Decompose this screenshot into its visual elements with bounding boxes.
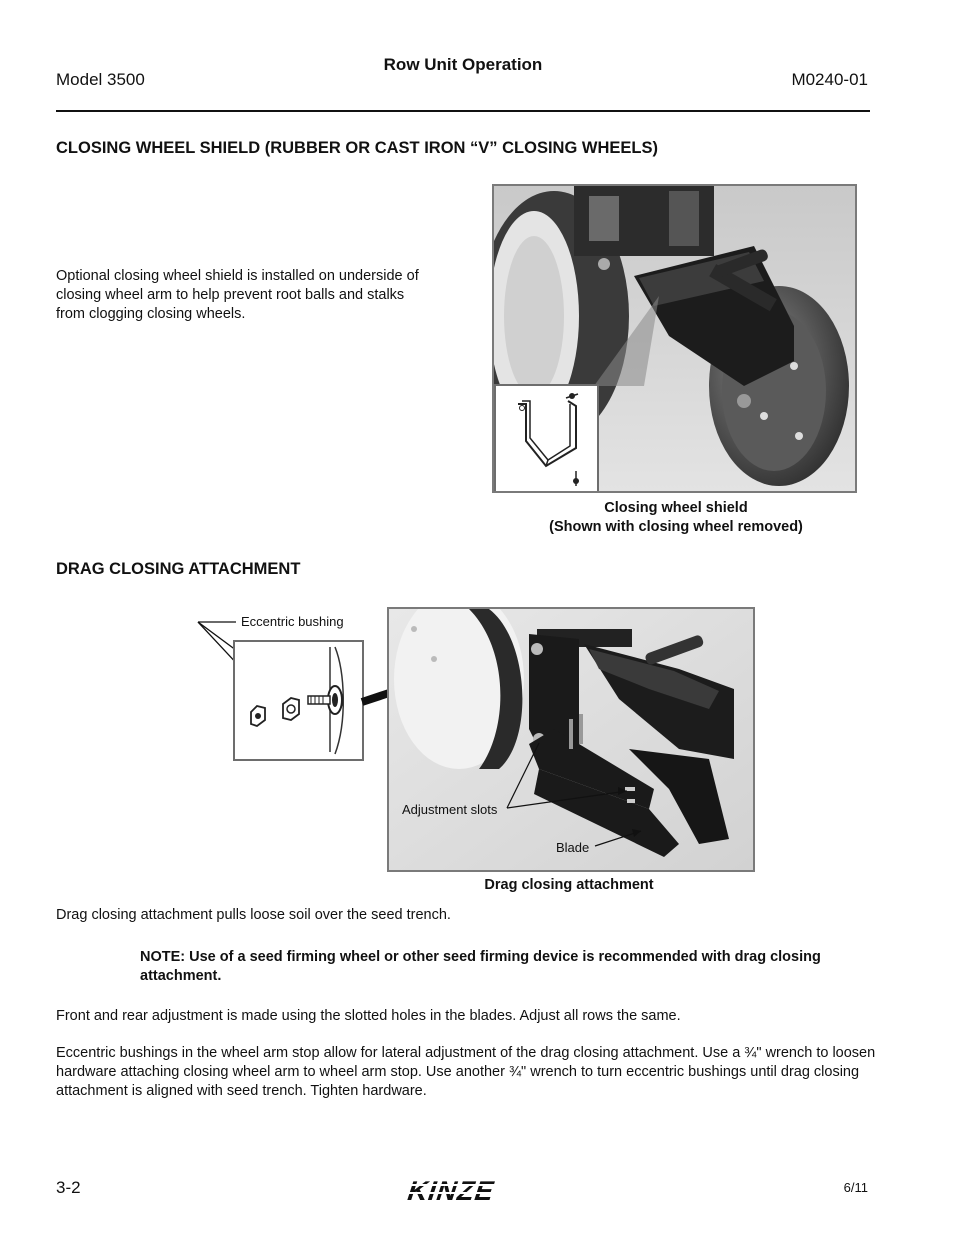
drag-closing-photo: [387, 607, 755, 872]
drag-closing-caption: Drag closing attachment: [484, 877, 654, 893]
closing-wheel-shield-photo: [492, 184, 857, 493]
drag-closing-note: NOTE: Use of a seed firming wheel or other seed firming device is recommended with drag closing attachment.: [140, 949, 821, 984]
header-model: Model 3500: [56, 70, 145, 89]
closing-wheel-shield-heading: CLOSING WHEEL SHIELD (RUBBER OR CAST IRON “V” CLOSING WHEELS): [56, 139, 658, 157]
caption-line-1: Closing wheel shield: [604, 500, 748, 516]
footer-date: 6/11: [843, 1180, 868, 1195]
closing-wheel-shield-inset: [494, 384, 599, 493]
shield-part-drawing: [496, 386, 597, 491]
eccentric-bushing-drawing: [235, 642, 362, 759]
drag-closing-para-2: Front and rear adjustment is made using the slotted holes in the blades. Adjust all rows the same.: [56, 1008, 681, 1024]
drag-closing-para-1: Drag closing attachment pulls loose soil over the seed trench.: [56, 907, 451, 923]
drag-closing-para-3: Eccentric bushings in the wheel arm stop allow for lateral adjustment of the drag closing attachment. Use a ¾" wrench to loosen hardware attaching closing wheel arm to wheel arm stop. Use another ¾" wrench to turn eccentric bushings until drag closing attachment is aligned with seed trench. Tighten hardware.: [56, 1045, 876, 1099]
drag-closing-leaders: [389, 609, 753, 870]
kinze-logo-text: KINZE: [403, 1175, 500, 1206]
closing-wheel-shield-text: Optional closing wheel shield is installed on underside of closing wheel arm to help prevent root balls and stalks from clogging closing wheels.: [56, 268, 419, 322]
callout-adjustment-slots: Adjustment slots: [402, 802, 498, 817]
drag-closing-heading: DRAG CLOSING ATTACHMENT: [56, 560, 301, 578]
closing-wheel-shield-caption: [492, 499, 860, 537]
kinze-logo: [400, 1174, 526, 1206]
caption-line-2: (Shown with closing wheel removed): [549, 519, 803, 535]
callout-blade: Blade: [556, 840, 590, 855]
header-section-title: Row Unit Operation: [383, 55, 543, 74]
callout-eccentric-bushing: Eccentric bushing: [241, 614, 344, 629]
header-manual-number: M0240-01: [791, 70, 868, 89]
footer-page-number: 3-2: [56, 1178, 81, 1197]
header-divider: [56, 110, 870, 112]
eccentric-bushing-inset: [233, 640, 364, 761]
